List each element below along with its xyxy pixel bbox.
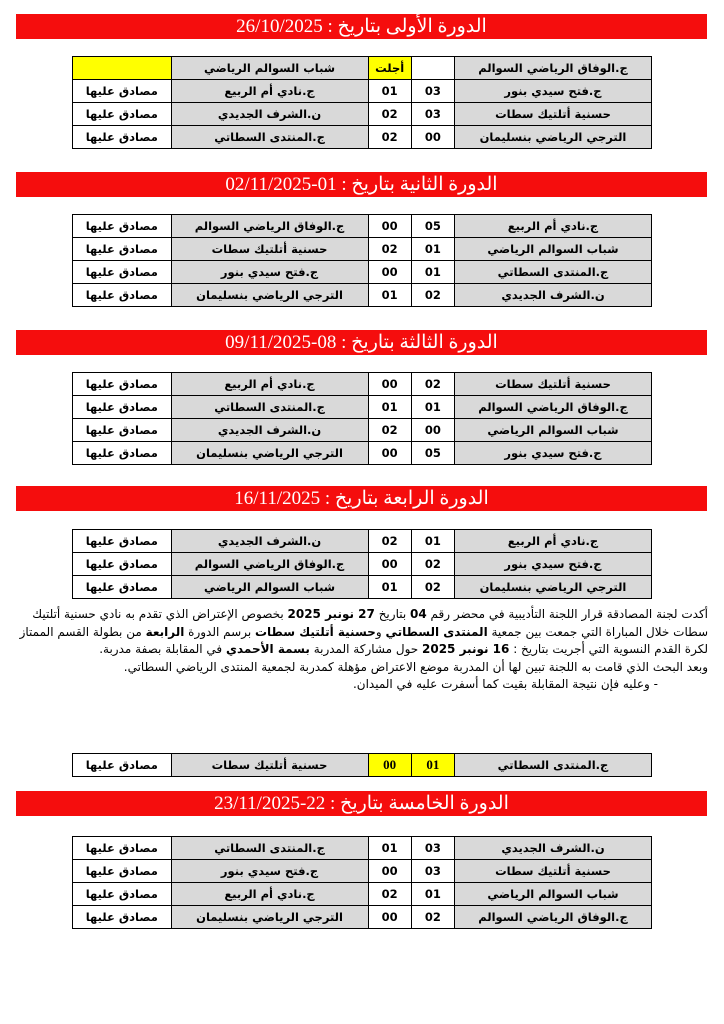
match-status: مصادق عليها bbox=[73, 837, 172, 860]
home-score: 03 bbox=[411, 103, 454, 126]
home-score: 01 bbox=[411, 261, 454, 284]
away-score: 01 bbox=[368, 576, 411, 599]
away-score: 02 bbox=[368, 530, 411, 553]
table-row bbox=[73, 419, 652, 442]
home-team: ج.فتح سيدي بنور bbox=[454, 442, 651, 465]
round-3-banner: الدورة الثالثة بتاريخ : 08-09/11/2025 bbox=[16, 330, 707, 355]
home-team: حسنية أتلتيك سطات bbox=[454, 373, 651, 396]
away-score: 01 bbox=[368, 837, 411, 860]
away-team: الترجي الرياضي بنسليمان bbox=[171, 906, 368, 929]
home-team: شباب السوالم الرياضي bbox=[454, 883, 651, 906]
match-status: مصادق عليها bbox=[73, 442, 172, 465]
round-4-banner: الدورة الرابعة بتاريخ : 16/11/2025 bbox=[16, 486, 707, 511]
note-text: حول مشاركة المدربة bbox=[309, 642, 422, 656]
away-team: حسنية أتلتيك سطات bbox=[171, 238, 368, 261]
match-status: مصادق عليها bbox=[73, 103, 172, 126]
note-text: بخصوص الإعتراض الذي تقدم به نادي حسنية أتلتيك سطات خلال المباراة التي جمعت بين جمعية bbox=[32, 607, 708, 639]
table-row bbox=[73, 396, 652, 419]
home-team: ن.الشرف الجديدي bbox=[454, 837, 651, 860]
match-status: مصادق عليها bbox=[73, 883, 172, 906]
away-score: 01 bbox=[368, 80, 411, 103]
table-row bbox=[73, 126, 652, 149]
round-1-banner: الدورة الأولى بتاريخ : 26/10/2025 bbox=[16, 14, 707, 39]
round-3-table bbox=[72, 372, 652, 465]
table-row bbox=[73, 103, 652, 126]
note-text: في المقابلة بصفة مدربة. bbox=[99, 642, 226, 656]
table-row bbox=[73, 553, 652, 576]
round-1-table bbox=[72, 56, 652, 149]
home-team: ن.الشرف الجديدي bbox=[454, 284, 651, 307]
home-team: ج.فتح سيدي بنور bbox=[454, 80, 651, 103]
match-status: مصادق عليها bbox=[73, 906, 172, 929]
match-status: مصادق عليها bbox=[73, 530, 172, 553]
table-row bbox=[73, 860, 652, 883]
home-score: 02 bbox=[411, 553, 454, 576]
conclusion-paragraph: - وعليه فإن نتيجة المقابلة بقيت كما أسفرت عليه في الميدان. bbox=[352, 677, 658, 691]
round-5-banner: الدورة الخامسة بتاريخ : 22-23/11/2025 bbox=[16, 791, 707, 816]
away-score: 01 bbox=[368, 396, 411, 419]
home-score: 02 bbox=[411, 373, 454, 396]
home-score: 05 bbox=[411, 215, 454, 238]
home-team: حسنية أتلتيك سطات bbox=[454, 103, 651, 126]
investigation-paragraph: وبعد البحث الذي قامت به اللجنة تبين لها أن المدربة موضع الاعتراض مؤهلة كمدربة لجمعية المنتدى الرياضي السطاتي. bbox=[123, 659, 708, 674]
away-score: 00 bbox=[368, 754, 411, 777]
decision-match-table bbox=[72, 753, 652, 777]
note-bold: الرابعة bbox=[145, 624, 185, 639]
note-bold: بسمة الأحمدي bbox=[225, 642, 310, 656]
note-text: و bbox=[375, 624, 386, 639]
note-text: برسم الدورة bbox=[184, 624, 255, 639]
away-team: حسنية أتلتيك سطات bbox=[171, 754, 368, 777]
home-score: 01 bbox=[411, 238, 454, 261]
away-score: 01 bbox=[368, 284, 411, 307]
table-row bbox=[73, 215, 652, 238]
home-score: 03 bbox=[411, 80, 454, 103]
table-row bbox=[73, 238, 652, 261]
match-status: مصادق عليها bbox=[73, 284, 172, 307]
home-score: 05 bbox=[411, 442, 454, 465]
table-row bbox=[73, 576, 652, 599]
match-status: مصادق عليها bbox=[73, 754, 172, 777]
round-4-table bbox=[72, 529, 652, 599]
table-row bbox=[73, 837, 652, 860]
home-score: 03 bbox=[411, 837, 454, 860]
away-team: ن.الشرف الجديدي bbox=[171, 419, 368, 442]
away-team: ج.المنتدى السطاتي bbox=[171, 396, 368, 419]
home-team: ج.فتح سيدي بنور bbox=[454, 553, 651, 576]
away-score: 00 bbox=[368, 553, 411, 576]
note-bold: المنتدى السطاتي bbox=[385, 624, 488, 639]
match-status: مصادق عليها bbox=[73, 215, 172, 238]
note-text: بتاريخ bbox=[374, 607, 411, 621]
home-team: الترجي الرياضي بنسليمان bbox=[454, 576, 651, 599]
home-score bbox=[411, 57, 454, 80]
decision-note bbox=[16, 606, 708, 694]
away-team: ج.نادي أم الربيع bbox=[171, 80, 368, 103]
away-team: ج.فتح سيدي بنور bbox=[171, 860, 368, 883]
away-score: 00 bbox=[368, 906, 411, 929]
away-score: 02 bbox=[368, 238, 411, 261]
away-team: ن.الشرف الجديدي bbox=[171, 530, 368, 553]
match-status: مصادق عليها bbox=[73, 419, 172, 442]
away-score: 00 bbox=[368, 442, 411, 465]
home-score: 01 bbox=[411, 883, 454, 906]
match-status: مصادق عليها bbox=[73, 553, 172, 576]
match-status: مصادق عليها bbox=[73, 261, 172, 284]
away-score: 02 bbox=[368, 103, 411, 126]
away-team: شباب السوالم الرياضي bbox=[171, 576, 368, 599]
table-row bbox=[73, 284, 652, 307]
away-team: ج.المنتدى السطاتي bbox=[171, 837, 368, 860]
home-team: ج.نادي أم الربيع bbox=[454, 530, 651, 553]
table-row bbox=[73, 80, 652, 103]
home-score: 02 bbox=[411, 284, 454, 307]
round-5-table bbox=[72, 836, 652, 929]
away-team: ج.نادي أم الربيع bbox=[171, 373, 368, 396]
away-team: ن.الشرف الجديدي bbox=[171, 103, 368, 126]
decision-paragraph bbox=[16, 606, 708, 659]
table-row bbox=[73, 57, 652, 80]
home-score: 01 bbox=[411, 396, 454, 419]
away-score: 00 bbox=[368, 373, 411, 396]
home-team: حسنية أتلتيك سطات bbox=[454, 860, 651, 883]
away-team: ج.المنتدى السطاتي bbox=[171, 126, 368, 149]
away-score: 02 bbox=[368, 126, 411, 149]
note-bold: 04 bbox=[410, 607, 427, 621]
home-team: ج.الوفاق الرياضي السوالم bbox=[454, 396, 651, 419]
note-text: أكدت لجنة المصادقة قرار اللجنة التأديبية في محضر رقم bbox=[426, 607, 708, 621]
home-team: الترجي الرياضي بنسليمان bbox=[454, 126, 651, 149]
away-score: 02 bbox=[368, 419, 411, 442]
away-team: ج.نادي أم الربيع bbox=[171, 883, 368, 906]
note-bold: 27 نونبر 2025 bbox=[287, 607, 375, 621]
table-row bbox=[73, 530, 652, 553]
match-status: مصادق عليها bbox=[73, 126, 172, 149]
match-status: مصادق عليها bbox=[73, 576, 172, 599]
table-row bbox=[73, 261, 652, 284]
table-row bbox=[73, 442, 652, 465]
home-team: ج.الوفاق الرياضي السوالم bbox=[454, 57, 651, 80]
home-team: ج.المنتدى السطاتي bbox=[454, 754, 651, 777]
away-team: ج.فتح سيدي بنور bbox=[171, 261, 368, 284]
table-row bbox=[73, 906, 652, 929]
home-score: 00 bbox=[411, 419, 454, 442]
note-text: من بطولة القسم الممتاز لكرة القدم النسوية التي أجريت بتاريخ : bbox=[19, 624, 708, 656]
away-team: ج.الوفاق الرياضي السوالم bbox=[171, 553, 368, 576]
home-score: 00 bbox=[411, 126, 454, 149]
note-bold: حسنية أتلتيك سطات bbox=[254, 624, 376, 639]
table-row bbox=[73, 373, 652, 396]
home-score: 01 bbox=[411, 754, 454, 777]
away-team: الترجي الرياضي بنسليمان bbox=[171, 284, 368, 307]
match-status: مصادق عليها bbox=[73, 396, 172, 419]
round-2-table bbox=[72, 214, 652, 307]
match-status: مصادق عليها bbox=[73, 373, 172, 396]
table-row bbox=[73, 754, 652, 777]
postponed-label: أجلت bbox=[368, 57, 411, 80]
away-team: شباب السوالم الرياضي bbox=[171, 57, 368, 80]
home-score: 02 bbox=[411, 576, 454, 599]
match-status: مصادق عليها bbox=[73, 80, 172, 103]
home-score: 01 bbox=[411, 530, 454, 553]
away-score: 00 bbox=[368, 860, 411, 883]
note-bold: 16 نونبر 2025 bbox=[422, 642, 510, 656]
away-score: 00 bbox=[368, 261, 411, 284]
away-score: 02 bbox=[368, 883, 411, 906]
home-team: شباب السوالم الرياضي bbox=[454, 419, 651, 442]
home-team: شباب السوالم الرياضي bbox=[454, 238, 651, 261]
round-2-banner: الدورة الثانية بتاريخ : 01-02/11/2025 bbox=[16, 172, 707, 197]
home-score: 03 bbox=[411, 860, 454, 883]
match-status: مصادق عليها bbox=[73, 238, 172, 261]
home-team: ج.نادي أم الربيع bbox=[454, 215, 651, 238]
home-team: ج.المنتدى السطاتي bbox=[454, 261, 651, 284]
away-team: الترجي الرياضي بنسليمان bbox=[171, 442, 368, 465]
away-score: 00 bbox=[368, 215, 411, 238]
table-row bbox=[73, 883, 652, 906]
match-status: مصادق عليها bbox=[73, 860, 172, 883]
home-score: 02 bbox=[411, 906, 454, 929]
home-team: ج.الوفاق الرياضي السوالم bbox=[454, 906, 651, 929]
away-team: ج.الوفاق الرياضي السوالم bbox=[171, 215, 368, 238]
match-status bbox=[73, 57, 172, 80]
